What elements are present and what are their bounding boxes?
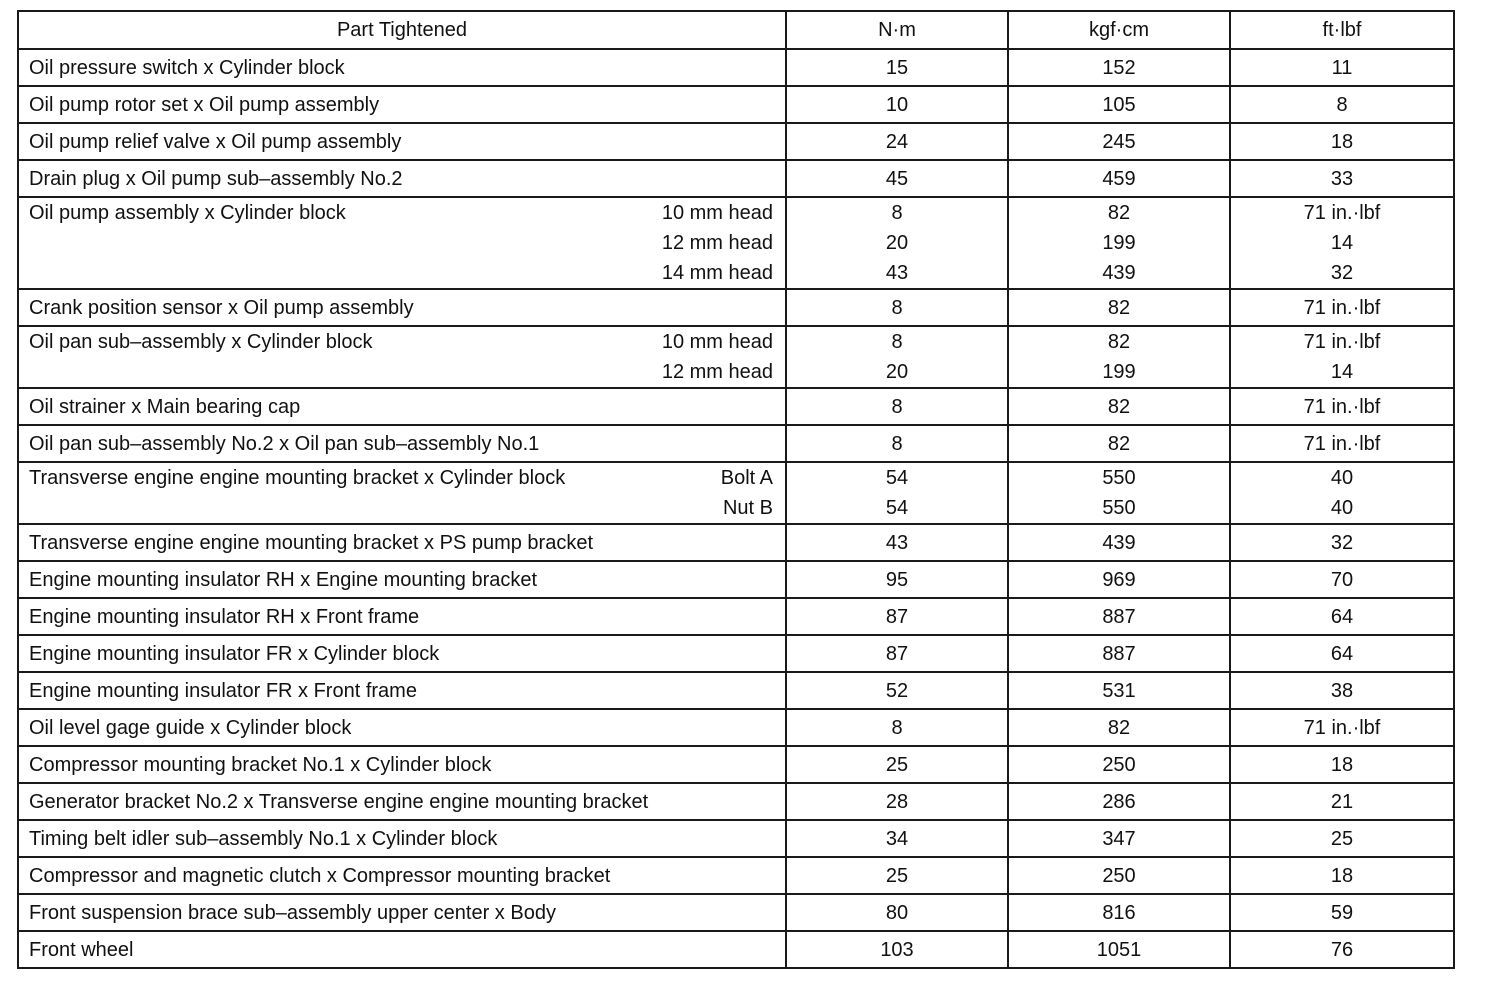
table-row — [18, 123, 1454, 160]
table-row — [18, 160, 1454, 197]
nm-cell — [786, 197, 1008, 289]
kgf-cm-cell-value: 887 — [1102, 605, 1136, 628]
part-cell — [18, 635, 786, 672]
part-name: Engine mounting insulator FR x Front frame — [29, 679, 417, 702]
ft-lbf-cell — [1230, 289, 1454, 326]
table-row — [18, 820, 1454, 857]
part-cell — [18, 783, 786, 820]
ft-lbf-cell-value: 59 — [1330, 901, 1354, 924]
nm-cell-value: 80 — [885, 901, 909, 924]
kgf-cm-cell — [1008, 598, 1230, 635]
ft-lbf-cell — [1230, 160, 1454, 197]
nm-cell-value: 87 — [885, 605, 909, 628]
part-name: Drain plug x Oil pump sub–assembly No.2 — [29, 167, 403, 190]
ft-lbf-cell — [1230, 86, 1454, 123]
part-cell — [18, 462, 786, 524]
ft-lbf-cell-value: 33 — [1330, 167, 1354, 190]
nm-cell — [786, 931, 1008, 968]
part-cell — [18, 672, 786, 709]
part-cell — [18, 197, 786, 289]
nm-cell-value: 87 — [885, 642, 909, 665]
kgf-cm-cell-value: 439 — [1102, 262, 1136, 284]
ft-lbf-cell — [1230, 783, 1454, 820]
part-name: Oil pan sub–assembly No.2 x Oil pan sub–assembly No.1 — [29, 432, 540, 455]
part-cell — [18, 289, 786, 326]
table-row — [18, 561, 1454, 598]
part-cell — [18, 894, 786, 931]
kgf-cm-cell-value: 250 — [1102, 864, 1136, 887]
part-name: Engine mounting insulator FR x Cylinder block — [29, 642, 440, 665]
kgf-cm-cell-value: 199 — [1102, 361, 1136, 383]
nm-cell — [786, 894, 1008, 931]
kgf-cm-cell — [1008, 672, 1230, 709]
part-name: Front wheel — [29, 938, 134, 961]
ft-lbf-cell-value: 64 — [1330, 605, 1354, 628]
kgf-cm-cell-value: 82 — [1107, 432, 1131, 455]
kgf-cm-cell — [1008, 86, 1230, 123]
nm-cell — [786, 524, 1008, 561]
nm-cell-value: 8 — [891, 716, 903, 739]
ft-lbf-cell-value: 21 — [1330, 790, 1354, 813]
nm-cell — [786, 86, 1008, 123]
kgf-cm-cell-value: 439 — [1102, 531, 1136, 554]
nm-cell — [786, 289, 1008, 326]
nm-cell-value: 20 — [885, 361, 909, 383]
part-name: Oil pressure switch x Cylinder block — [29, 56, 345, 79]
table-row — [18, 746, 1454, 783]
part-cell — [18, 425, 786, 462]
fastener-size: 14 mm head — [661, 262, 773, 284]
nm-cell-value: 28 — [885, 790, 909, 813]
header-nm: N·m — [786, 11, 1008, 49]
kgf-cm-cell-value: 887 — [1102, 642, 1136, 665]
table-row — [18, 857, 1454, 894]
kgf-cm-cell-value: 152 — [1102, 56, 1136, 79]
kgf-cm-cell-value: 250 — [1102, 753, 1136, 776]
kgf-cm-cell — [1008, 123, 1230, 160]
table-row — [18, 326, 1454, 388]
ft-lbf-cell-value: 25 — [1330, 827, 1354, 850]
nm-cell-value: 20 — [885, 232, 909, 254]
ft-lbf-cell-value: 32 — [1330, 531, 1354, 554]
part-name: Timing belt idler sub–assembly No.1 x Cylinder block — [29, 827, 498, 850]
part-cell — [18, 123, 786, 160]
part-cell — [18, 931, 786, 968]
kgf-cm-cell-value: 1051 — [1096, 938, 1142, 961]
kgf-cm-cell-value: 550 — [1102, 497, 1136, 519]
part-cell — [18, 388, 786, 425]
nm-cell-value: 54 — [885, 497, 909, 519]
kgf-cm-cell-value: 199 — [1102, 232, 1136, 254]
ft-lbf-cell — [1230, 931, 1454, 968]
table-row — [18, 635, 1454, 672]
kgf-cm-cell-value: 82 — [1107, 716, 1131, 739]
kgf-cm-cell — [1008, 462, 1230, 524]
kgf-cm-cell — [1008, 635, 1230, 672]
table-row — [18, 289, 1454, 326]
ft-lbf-cell — [1230, 820, 1454, 857]
nm-cell-value: 25 — [885, 753, 909, 776]
ft-lbf-cell-value: 64 — [1330, 642, 1354, 665]
kgf-cm-cell — [1008, 783, 1230, 820]
torque-spec-table — [17, 10, 1455, 969]
kgf-cm-cell — [1008, 289, 1230, 326]
nm-cell — [786, 598, 1008, 635]
ft-lbf-cell-value: 71 in.·lbf — [1303, 716, 1381, 739]
ft-lbf-cell-value: 11 — [1331, 56, 1353, 79]
nm-cell-value: 24 — [885, 130, 909, 153]
part-cell — [18, 598, 786, 635]
kgf-cm-cell — [1008, 197, 1230, 289]
nm-cell-value: 52 — [885, 679, 909, 702]
kgf-cm-cell-value: 347 — [1102, 827, 1136, 850]
ft-lbf-cell — [1230, 462, 1454, 524]
part-name: Engine mounting insulator RH x Front frame — [29, 605, 420, 628]
table-row — [18, 598, 1454, 635]
ft-lbf-cell-value: 71 in.·lbf — [1303, 331, 1381, 353]
kgf-cm-cell — [1008, 524, 1230, 561]
kgf-cm-cell — [1008, 160, 1230, 197]
header-ft-lbf: ft·lbf — [1230, 11, 1454, 49]
nm-cell-value: 43 — [885, 262, 909, 284]
table-row — [18, 197, 1454, 289]
kgf-cm-cell-value: 82 — [1107, 296, 1131, 319]
ft-lbf-cell-value: 18 — [1330, 130, 1354, 153]
kgf-cm-cell-value: 531 — [1102, 679, 1136, 702]
part-name: Transverse engine engine mounting bracket x Cylinder block — [29, 467, 566, 489]
ft-lbf-cell-value: 40 — [1330, 497, 1354, 519]
ft-lbf-cell — [1230, 49, 1454, 86]
fastener-size: 10 mm head — [661, 331, 773, 353]
kgf-cm-cell — [1008, 894, 1230, 931]
ft-lbf-cell — [1230, 598, 1454, 635]
nm-cell — [786, 160, 1008, 197]
part-name: Oil pump assembly x Cylinder block — [29, 202, 346, 224]
table-row — [18, 388, 1454, 425]
part-name: Oil pump relief valve x Oil pump assembly — [29, 130, 402, 153]
nm-cell — [786, 857, 1008, 894]
part-cell — [18, 709, 786, 746]
ft-lbf-cell-value: 18 — [1330, 864, 1354, 887]
table-header-row — [18, 11, 1454, 49]
ft-lbf-cell-value: 76 — [1330, 938, 1354, 961]
ft-lbf-cell-value: 71 in.·lbf — [1303, 202, 1381, 224]
kgf-cm-cell — [1008, 857, 1230, 894]
nm-cell — [786, 561, 1008, 598]
nm-cell — [786, 326, 1008, 388]
table-row — [18, 425, 1454, 462]
nm-cell-value: 95 — [885, 568, 909, 591]
nm-cell — [786, 820, 1008, 857]
part-name: Front suspension brace sub–assembly upper center x Body — [29, 901, 556, 924]
table-row — [18, 894, 1454, 931]
ft-lbf-cell-value: 40 — [1330, 467, 1354, 489]
table-row — [18, 931, 1454, 968]
ft-lbf-cell-value: 71 in.·lbf — [1303, 432, 1381, 455]
nm-cell — [786, 462, 1008, 524]
part-cell — [18, 86, 786, 123]
nm-cell — [786, 635, 1008, 672]
part-cell — [18, 326, 786, 388]
ft-lbf-cell — [1230, 857, 1454, 894]
kgf-cm-cell — [1008, 931, 1230, 968]
ft-lbf-cell — [1230, 326, 1454, 388]
ft-lbf-cell — [1230, 894, 1454, 931]
kgf-cm-cell-value: 459 — [1102, 167, 1136, 190]
nm-cell — [786, 49, 1008, 86]
table-row — [18, 49, 1454, 86]
kgf-cm-cell-value: 286 — [1102, 790, 1136, 813]
kgf-cm-cell-value: 550 — [1102, 467, 1136, 489]
ft-lbf-cell-value: 71 in.·lbf — [1303, 296, 1381, 319]
nm-cell — [786, 388, 1008, 425]
ft-lbf-cell — [1230, 746, 1454, 783]
kgf-cm-cell-value: 245 — [1102, 130, 1136, 153]
fastener-size: Nut B — [722, 497, 773, 519]
ft-lbf-cell — [1230, 524, 1454, 561]
fastener-size: 12 mm head — [661, 232, 773, 254]
kgf-cm-cell — [1008, 820, 1230, 857]
nm-cell — [786, 425, 1008, 462]
ft-lbf-cell — [1230, 672, 1454, 709]
ft-lbf-cell-value: 38 — [1330, 679, 1354, 702]
part-cell — [18, 746, 786, 783]
part-name: Compressor mounting bracket No.1 x Cylinder block — [29, 753, 492, 776]
part-name: Oil level gage guide x Cylinder block — [29, 716, 352, 739]
nm-cell — [786, 746, 1008, 783]
table-row — [18, 783, 1454, 820]
nm-cell-value: 8 — [891, 202, 903, 224]
part-name: Generator bracket No.2 x Transverse engine engine mounting bracket — [29, 790, 649, 813]
header-part-tightened: Part Tightened — [18, 11, 786, 49]
fastener-size: 10 mm head — [661, 202, 773, 224]
ft-lbf-cell-value: 70 — [1330, 568, 1354, 591]
table-row — [18, 86, 1454, 123]
part-name: Oil pump rotor set x Oil pump assembly — [29, 93, 380, 116]
table-row — [18, 709, 1454, 746]
ft-lbf-cell — [1230, 709, 1454, 746]
ft-lbf-cell — [1230, 197, 1454, 289]
part-cell — [18, 524, 786, 561]
ft-lbf-cell — [1230, 388, 1454, 425]
kgf-cm-cell-value: 816 — [1102, 901, 1136, 924]
nm-cell-value: 34 — [885, 827, 909, 850]
part-name: Oil pan sub–assembly x Cylinder block — [29, 331, 373, 353]
ft-lbf-cell-value: 18 — [1330, 753, 1354, 776]
nm-cell-value: 8 — [891, 432, 903, 455]
nm-cell-value: 15 — [885, 56, 909, 79]
ft-lbf-cell-value: 8 — [1336, 93, 1348, 116]
part-name: Crank position sensor x Oil pump assembly — [29, 296, 414, 319]
part-cell — [18, 561, 786, 598]
kgf-cm-cell — [1008, 49, 1230, 86]
part-name: Transverse engine engine mounting bracket x PS pump bracket — [29, 531, 594, 554]
ft-lbf-cell — [1230, 635, 1454, 672]
nm-cell — [786, 123, 1008, 160]
fastener-size: 12 mm head — [661, 361, 773, 383]
part-cell — [18, 160, 786, 197]
ft-lbf-cell-value: 14 — [1330, 232, 1354, 254]
kgf-cm-cell — [1008, 746, 1230, 783]
nm-cell-value: 8 — [891, 296, 903, 319]
part-name: Oil strainer x Main bearing cap — [29, 395, 301, 418]
kgf-cm-cell-value: 82 — [1107, 202, 1131, 224]
kgf-cm-cell — [1008, 709, 1230, 746]
header-kgf-cm: kgf·cm — [1008, 11, 1230, 49]
kgf-cm-cell — [1008, 326, 1230, 388]
part-cell — [18, 857, 786, 894]
ft-lbf-cell-value: 71 in.·lbf — [1303, 395, 1381, 418]
nm-cell-value: 45 — [885, 167, 909, 190]
ft-lbf-cell-value: 32 — [1330, 262, 1354, 284]
ft-lbf-cell-value: 14 — [1330, 361, 1354, 383]
part-name: Compressor and magnetic clutch x Compressor mounting bracket — [29, 864, 611, 887]
kgf-cm-cell — [1008, 561, 1230, 598]
nm-cell — [786, 783, 1008, 820]
nm-cell-value: 54 — [885, 467, 909, 489]
kgf-cm-cell — [1008, 388, 1230, 425]
part-name: Engine mounting insulator RH x Engine mounting bracket — [29, 568, 538, 591]
kgf-cm-cell-value: 969 — [1102, 568, 1136, 591]
fastener-size: Bolt A — [720, 467, 773, 489]
table-body — [18, 49, 1454, 968]
part-cell — [18, 820, 786, 857]
nm-cell-value: 10 — [885, 93, 909, 116]
kgf-cm-cell-value: 105 — [1102, 93, 1136, 116]
kgf-cm-cell-value: 82 — [1107, 395, 1131, 418]
ft-lbf-cell — [1230, 123, 1454, 160]
ft-lbf-cell — [1230, 425, 1454, 462]
table-row — [18, 672, 1454, 709]
kgf-cm-cell — [1008, 425, 1230, 462]
nm-cell-value: 25 — [885, 864, 909, 887]
ft-lbf-cell — [1230, 561, 1454, 598]
nm-cell-value: 103 — [880, 938, 914, 961]
nm-cell — [786, 709, 1008, 746]
table-row — [18, 462, 1454, 524]
nm-cell-value: 43 — [885, 531, 909, 554]
nm-cell — [786, 672, 1008, 709]
part-cell — [18, 49, 786, 86]
table-row — [18, 524, 1454, 561]
kgf-cm-cell-value: 82 — [1107, 331, 1131, 353]
nm-cell-value: 8 — [891, 395, 903, 418]
nm-cell-value: 8 — [891, 331, 903, 353]
